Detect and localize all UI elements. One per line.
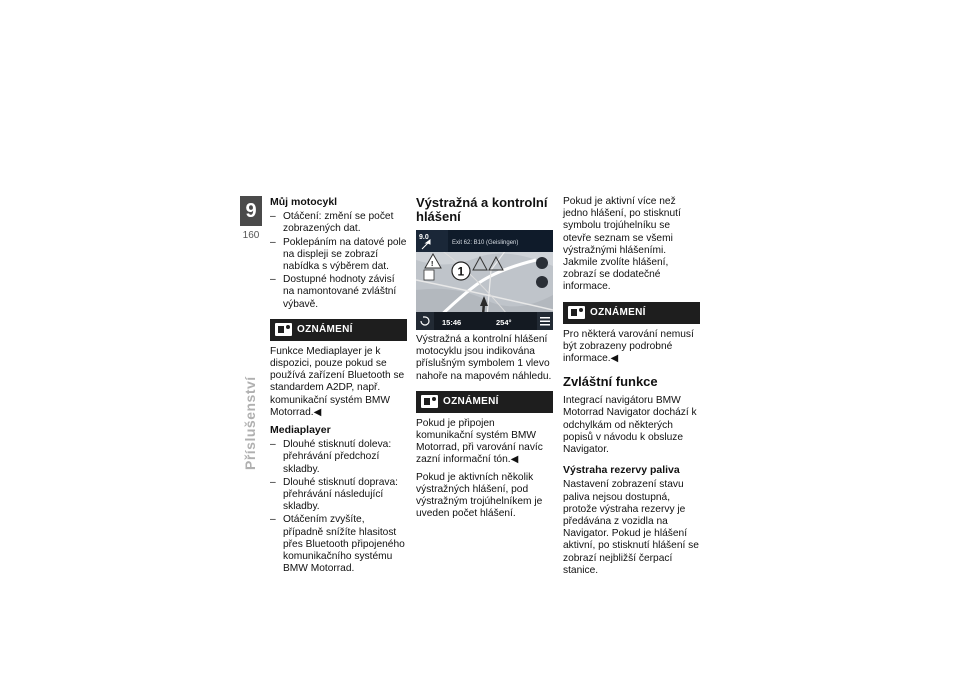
notice-label: OZNÁMENÍ [443, 395, 499, 407]
section-title-warnings: Výstražná a kontrolní hlášení [416, 195, 548, 224]
section-heading-mediaplayer: Mediaplayer [270, 424, 331, 437]
section-title-special-functions: Zvláštní funkce [563, 374, 658, 390]
column-1 [270, 196, 407, 581]
chapter-tab [240, 196, 262, 241]
info-tone-note: Pokud je připojen komunikační systém BMW Motorrad, při varování navíc zazní informační tón.◀ [416, 417, 543, 466]
map-view [416, 230, 553, 330]
zoom-button[interactable] [536, 257, 548, 269]
notice-label: OZNÁMENÍ [590, 306, 646, 318]
detail-info-note: Pro některá varování nemusí být zobrazeny podrobné informace.◀ [563, 328, 694, 365]
my-motorcycle-list [270, 211, 407, 311]
map-mode-button[interactable] [536, 276, 548, 288]
column-3 [563, 196, 700, 582]
arrival-time: 15:46 [442, 318, 462, 327]
section-heading-my-motorcycle: Můj motocykl [270, 196, 338, 208]
list-item: – Otáčením zvyšíte, případně snížíte hlasitost přes Bluetooth připojeného komunikačního systému BMW Motorrad. [270, 514, 407, 575]
svg-text:!: ! [431, 261, 434, 268]
page-number: 160 [242, 230, 260, 241]
column-2 [416, 196, 553, 525]
notice-box [563, 302, 700, 324]
multiple-warnings-note: Pokud je aktivních několik výstražných hlášení, pod výstražným trojúhelníkem je uveden počet hlášení. [416, 471, 543, 520]
notice-label: OZNÁMENÍ [297, 323, 353, 335]
notice-icon [421, 395, 438, 408]
notice-box [270, 319, 407, 341]
list-item: – Dostupné hodnoty závisí na namontované zvláštní výbavě. [270, 274, 407, 311]
warnings-description: Výstražná a kontrolní hlášení motocyklu jsou indikována příslušným symbolem 1 vlevo nahoře na mapovém náhledu. [416, 334, 552, 382]
warning-count-badge [424, 270, 434, 280]
notice-icon [275, 323, 292, 336]
notice-icon [568, 306, 585, 319]
exit-instruction: Exit 62: B10 (Geislingen) [452, 240, 519, 246]
list-item: – Dlouhé stisknutí doleva: přehrávání předchozí skladby. [270, 439, 407, 476]
notice-box [416, 391, 553, 413]
mediaplayer-list [270, 439, 407, 575]
list-item: – Otáčení: změní se počet zobrazených dat. [270, 211, 407, 235]
list-item: – Dlouhé stisknutí doprava: přehrávání následující skladby. [270, 477, 407, 514]
chapter-number: 9 [240, 196, 262, 226]
mediaplayer-note: Funkce Mediaplayer je k dispozici, pouze pokud se používá zařízení Bluetooth se standardem A2DP, např. komunikační systém BMW Motorrad.◀ [270, 345, 405, 418]
special-functions-text: Integrací navigátoru BMW Motorrad Navigator dochází k odchylkám od některých popisů v návodu k obsluze Navigator. [563, 395, 697, 456]
distance-readout: 9.0 [419, 234, 429, 241]
chapter-label [238, 352, 264, 472]
back-button[interactable] [416, 312, 434, 330]
warning-list-note: Pokud je aktivní více než jedno hlášení, po stisknutí symbolu trojúhelníku se otevře seznam se všemi výstražnými hlášeními. Jakmile zvolíte hlášení, zobrazí se dodatečné informace. [563, 196, 681, 293]
fuel-reserve-text: Nastavení zobrazení stavu paliva nejsou dostupná, protože výstraha rezervy je předávána z vozidla na Navigator. Pokud je hlášení aktivní, po stisknutí hlášení se zobrazí nejbližší čerpací stanice. [563, 479, 699, 576]
callout-number: 1 [457, 264, 465, 279]
heading-readout: 254° [496, 318, 512, 327]
chapter-label-text: Příslušenství [242, 376, 258, 470]
navigator-screenshot [416, 230, 553, 330]
list-item: – Poklepáním na datové pole na displeji se zobrazí nabídka s výběrem dat. [270, 237, 407, 274]
section-heading-fuel-reserve: Výstraha rezervy paliva [563, 464, 680, 477]
